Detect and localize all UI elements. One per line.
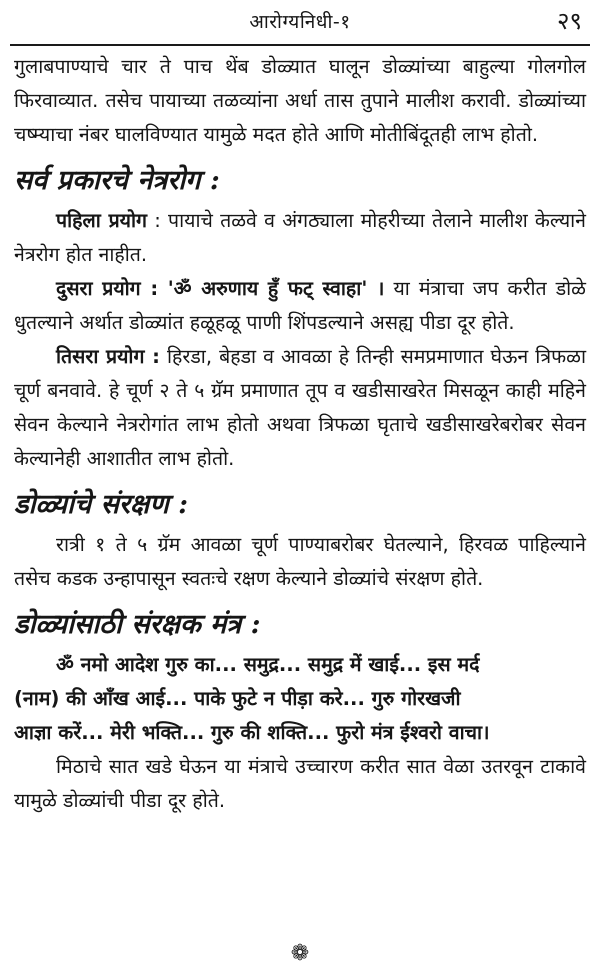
- remedy-text-second: या मंत्राचा जप करीत डोळे धुतल्याने अर्थात डोळ्यांत हळूहळू पाणी शिंपडल्याने असह्य पीडा दूर होते.: [14, 277, 586, 334]
- intro-paragraph: गुलाबपाण्याचे चार ते पाच थेंब डोळ्यात घालून डोळ्यांच्या बाहुल्या गोलगोल फिरवाव्यात. तसेच पायाच्या तळव्यांना अर्धा तास तुपाने मालीश करावी. डोळ्यांच्या चष्म्याचा नंबर घालविण्यात यामुळे मदत होते आणि मोतीबिंदूतही लाभ होतो.: [14, 55, 586, 146]
- page-body: [14, 50, 586, 818]
- remedy-paragraph-first: [14, 204, 586, 272]
- mantra-line-1: ॐ नमो आदेश गुरु का... समुद्र... समुद्र में खाई... इस मर्द: [56, 653, 480, 676]
- mantra-line-2: (नाम) की आँख आई... पाके फुटे न पीड़ा करे... गुरु गोरखजी: [14, 687, 461, 710]
- remedy-label-third: तिसरा प्रयोग :: [56, 345, 160, 368]
- remedy-text-first: : पायाचे तळवे व अंगठ्याला मोहरीच्या तेलाने मालीश केल्याने नेत्ररोग होत नाहीत.: [14, 209, 586, 266]
- remedy-paragraph-third: [14, 340, 586, 476]
- remedy-text-third: हिरडा, बेहडा व आवळा हे तिन्ही समप्रमाणात घेऊन त्रिफळा चूर्ण बनवावे. हे चूर्ण २ ते ५ ग्रॅम प्रमाणात तूप व खडीसाखरेत मिसळून काही महिने सेवन केल्याने नेत्ररोगांत लाभ होतो अथवा त्रिफळा घृताचे खडीसाखरेबरोबर सेवन केल्यानेही आशातीत लाभ होतो.: [14, 345, 586, 470]
- mantra-usage-paragraph: मिठाचे सात खडे घेऊन या मंत्राचे उच्चारण करीत सात वेळा उतरवून टाकावे यामुळे डोळ्यांची पीडा दूर होते.: [14, 755, 586, 812]
- remedy-label-second: दुसरा प्रयोग : 'ॐ अरुणाय हुँ फट् स्वाहा' ।: [56, 277, 385, 300]
- mantra-block: [14, 648, 586, 750]
- section-heading-eye-diseases: सर्व प्रकारचे नेत्ररोग :: [14, 165, 220, 196]
- page-number: २९: [557, 7, 582, 35]
- running-title: आरोग्यनिधी-१: [249, 11, 351, 33]
- mantra-line-3: आज्ञा करें... मेरी भक्ति... गुरु की शक्ति... फुरो मंत्र ईश्वरो वाचा।: [14, 721, 490, 744]
- eye-protection-paragraph: रात्री १ ते ५ ग्रॅम आवळा चूर्ण पाण्याबरोबर घेतल्याने, हिरवळ पाहिल्याने तसेच कडक उन्हापासून स्वतःचे रक्षण केल्याने डोळ्यांचे संरक्षण होते.: [14, 533, 586, 590]
- header-divider: [10, 44, 590, 46]
- section-heading-protective-mantra: डोळ्यांसाठी संरक्षक मंत्र :: [14, 609, 261, 640]
- section-heading-eye-protection: डोळ्यांचे संरक्षण :: [14, 489, 189, 520]
- flower-ornament-icon: ❁: [290, 941, 310, 966]
- remedy-paragraph-second: [14, 272, 586, 340]
- page-header: [10, 0, 590, 44]
- remedy-label-first: पहिला प्रयोग: [56, 209, 148, 232]
